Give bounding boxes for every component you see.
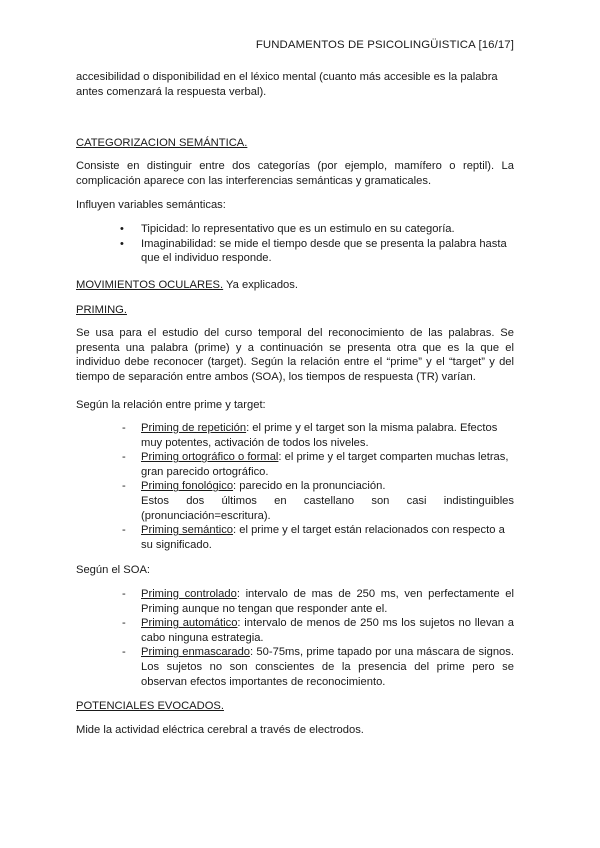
relacion-list bbox=[120, 421, 514, 552]
term-description: : el prime y el target comparten muchas letras, gran parecido ortográfico. bbox=[141, 451, 509, 478]
term-label: Priming ortográfico o formal bbox=[141, 451, 279, 464]
dash-icon: - bbox=[122, 617, 126, 630]
influyen-text: Influyen variables semánticas: bbox=[76, 199, 226, 211]
dash-icon: - bbox=[122, 588, 126, 600]
list-item-text: Imaginabilidad: se mide el tiempo desde que se presenta la palabra hasta que el individuo responde. bbox=[141, 237, 507, 265]
list-item-text: Tipicidad: lo representativo que es un estimulo en su categoría. bbox=[141, 223, 455, 235]
page-header: FUNDAMENTOS DE PSICOLINGÜISTICA [16/17] bbox=[255, 39, 514, 51]
list-item bbox=[120, 616, 514, 645]
dash-icon: - bbox=[122, 646, 126, 659]
term-description: : parecido en la pronunciación. bbox=[233, 480, 386, 493]
term-label: Priming de repetición bbox=[141, 422, 247, 434]
list-item bbox=[120, 645, 514, 689]
term-description: : intervalo de mas de 250 ms, ven perfectamente el Priming aunque no tengan que responder ante el. bbox=[141, 588, 514, 615]
dash-icon: - bbox=[122, 524, 126, 537]
heading-priming: PRIMING. bbox=[76, 304, 127, 316]
movimientos-text: Ya explicados. bbox=[223, 279, 298, 291]
term-label: Priming enmascarado bbox=[141, 646, 251, 659]
intro-line-2: antes comenzará la respuesta verbal). bbox=[76, 85, 267, 98]
term-label: Priming fonológico bbox=[141, 480, 234, 493]
priming-paragraph: Se usa para el estudio del curso temporal del reconocimiento de las palabras. Se presenta una palabra (prime) y a continuación se presenta otra que es la que el individuo debe reconocer (target). Según la relación entre el “prime” y el “target” y del tiempo de separación entre ambos (SOA), los tiempos de respuesta (TR) varían. bbox=[76, 327, 514, 383]
term-description: : el prime y el target están relacionados con respecto a su significado. bbox=[141, 524, 505, 551]
categorizacion-paragraph: Consiste en distinguir entre dos categorías (por ejemplo, mamífero o reptil). La complicación aparece con las interferencias semánticas y gramaticales. bbox=[76, 160, 514, 187]
potenciales-paragraph: Mide la actividad eléctrica cerebral a través de electrodos. bbox=[76, 724, 364, 736]
list-item bbox=[120, 450, 514, 479]
term-description: : intervalo de menos de 250 ms los sujetos no llevan a cabo ninguna estrategia. bbox=[141, 617, 514, 644]
bullet-icon: • bbox=[120, 223, 124, 235]
list-item bbox=[120, 587, 514, 616]
list-item bbox=[120, 479, 514, 523]
relacion-intro: Según la relación entre prime y target: bbox=[76, 399, 266, 411]
bullet-icon: • bbox=[120, 237, 124, 250]
intro-paragraph bbox=[76, 70, 514, 99]
list-item bbox=[120, 237, 514, 266]
intro-line-1: accesibilidad o disponibilidad en el léxico mental (cuanto más accesible es la palabra bbox=[76, 71, 498, 83]
term-description: : 50-75ms, prime tapado por una máscara de signos. Los sujetos no son conscientes de la presencia del prime pero se observan efectos importantes de reconocimiento. bbox=[141, 646, 514, 688]
list-item bbox=[120, 421, 514, 450]
list-item bbox=[120, 222, 514, 237]
heading-movimientos: MOVIMIENTOS OCULARES. bbox=[76, 279, 224, 291]
term-description: : el prime y el target son la misma palabra. Efectos muy potentes, activación de todos los niveles. bbox=[141, 422, 498, 449]
list-item bbox=[120, 523, 514, 552]
soa-intro: Según el SOA: bbox=[76, 564, 151, 576]
semantic-variables-list bbox=[120, 222, 514, 266]
term-extra-last: (pronunciación=escritura). bbox=[141, 509, 271, 522]
heading-categorizacion: CATEGORIZACION SEMÁNTICA. bbox=[76, 137, 248, 149]
dash-icon: - bbox=[122, 451, 126, 464]
heading-potenciales: POTENCIALES EVOCADOS. bbox=[76, 700, 224, 712]
term-label: Priming controlado bbox=[141, 588, 237, 600]
dash-icon: - bbox=[122, 480, 126, 493]
soa-list bbox=[120, 587, 514, 689]
dash-icon: - bbox=[122, 422, 126, 434]
term-extra-line: Estos dos últimos en castellano son casi indistinguibles bbox=[141, 494, 514, 507]
term-label: Priming semántico bbox=[141, 524, 234, 537]
term-label: Priming automático bbox=[141, 617, 238, 630]
movimientos-line bbox=[76, 278, 514, 293]
